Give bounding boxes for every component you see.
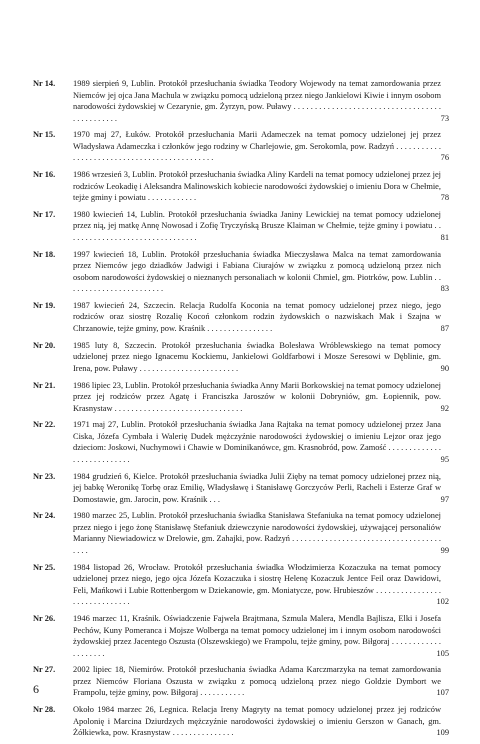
entry-description <box>73 471 449 506</box>
entry-number: Nr 19. <box>33 300 56 310</box>
entry-page: 83 <box>440 284 449 294</box>
entry-page: 95 <box>440 454 449 464</box>
entry-text: 1986 wrzesień 3, Lublin. Protokół przesłuchania świadka Aliny Kardeli na temat pomocy udzielonej przez jej rodziców Leokadię i Aleksandra Malinowskich kobiecie narodowości żydowskiej o imieniu Dora w Chełmie, tejże gminy i powiatu . . . . . . . . . . . . <box>73 170 441 203</box>
toc-entry <box>33 129 449 164</box>
toc-entry <box>33 300 449 335</box>
entry-page: 99 <box>440 545 449 555</box>
entry-text: Około 1984 marzec 26, Legnica. Relacja Ireny Magryty na temat pomocy udzielonej przez jej rodziców Apolonię i Marcina Dziurdzych mężczyźnie narodowości żydowskiej o imieniu Gerszon w Ganach, gm. Żółkiewka, pow. Krasnystaw . . . . . . . . . . . . . . . <box>73 705 441 738</box>
entry-number: Nr 15. <box>33 130 56 140</box>
entry-page: 107 <box>436 688 449 698</box>
entry-description <box>73 664 449 699</box>
entry-description <box>73 613 449 659</box>
toc-entry <box>33 419 449 465</box>
entry-text: 1971 maj 27, Lublin. Protokół przesłuchania świadka Jana Rajtaka na temat pomocy udzielonej przez Jana Ciska, Józefa Cymbała i Walerię Dudek mężczyźnie narodowości żydowskiej o imieniu Lejzor oraz jego dzieciom: Joskowi, Nuchymowi i Chawie w Dominikanówce, gm. Krasnobród, pow. Zamość . . . . . . . . . . . . . . . . . . . . . . . . . . . <box>73 420 441 464</box>
entry-text: 1986 lipiec 23, Lublin. Protokół przesłuchania świadka Anny Marii Borkowskiej na temat pomocy udzielonej przez jej rodziców przez Agatę i Franciszka Jaroszów w kolonii Dobryniów, gm. Łopiennik, pow. Krasnystaw . . . . . . . . . . . . . . . . . . . . . . . . . . . . . . . <box>73 380 441 413</box>
entry-number: Nr 24. <box>33 511 56 521</box>
entry-page: 105 <box>436 648 449 658</box>
entry-page: 109 <box>436 728 449 738</box>
entry-number: Nr 20. <box>33 340 56 350</box>
entry-description <box>73 380 449 415</box>
entry-text: 1997 kwiecień 18, Lublin. Protokół przesłuchania świadka Mieczysława Malca na temat zamordowania przez Niemców jego dziadków Jadwigi i Fabiana Ciurajów w związku z pomocą udzieloną przez nich osobom narodowości żydowskiej o nieznanych personaliach w kolonii Chmiel, gm. Piotrków, pow. Lublin . . . . . . . . . . . . . . . . . . . . . . . . <box>73 249 441 294</box>
entry-number: Nr 27. <box>33 665 56 675</box>
entry-page: 92 <box>440 403 449 413</box>
entry-description <box>73 562 449 608</box>
entry-text: 2002 lipiec 18, Niemirów. Protokół przesłuchania świadka Adama Karczmarzyka na temat zamordowania przez Niemców Floriana Oszusta w związku z pomocą udzieloną przez niego Goldzie Dymbort we Frampolu, tejże gminy, pow. Biłgoraj . . . . . . . . . . . <box>73 665 441 698</box>
entry-number: Nr 28. <box>33 705 56 715</box>
entry-description <box>73 340 449 375</box>
toc-entry <box>33 704 449 739</box>
entry-text: 1980 marzec 25, Lublin. Protokół przesłuchania świadka Stanisława Stefaniuka na temat pomocy udzielonej przez niego i jego żonę Stanisławę Stefaniuk dziewczynie narodowości żydowskiej, używającej personaliów Marianny Niewiadowicz w Drelowie, gm. Zahajki, pow. Radzyń . . . . . . . . . . . . . . . . . . . . . . . . . . . . . . . . . . . . . . . . <box>73 511 441 555</box>
toc-entry <box>33 380 449 415</box>
toc-entry <box>33 562 449 608</box>
entry-page: 102 <box>436 597 449 607</box>
entry-description <box>73 129 449 164</box>
entry-text: 1946 marzec 11, Kraśnik. Oświadczenie Fajwela Brajtmana, Szmula Malera, Mendla Bajlisza, Elki i Josefa Pechów, Kuny Pomeranca i Mojsze Wolberga na temat pomocy udzielonej im i innym osobom narodowości żydowskiej przez Jacentego Oszusta (Olszewskiego) we Frampolu, tejże gminy, pow. Biłgoraj . . . . . . . . . . . . . . . . . . . . <box>73 614 441 658</box>
entry-number: Nr 17. <box>33 209 56 219</box>
entry-text: 1984 listopad 26, Wrocław. Protokół przesłuchania świadka Włodzimierza Kozaczuka na temat pomocy udzielonej przez niego, jego ojca Józefa Kozaczuka i siostrę Helenę Kozaczuk Jentce Feil oraz Dawidowi, Feli, Mańkowi i Lubie Rottenbergom w Dziekanowie, gm. Moniatycze, pow. Hrubieszów . . . . . . . . . . . . . . . . . . . . . . . . . . . . . . <box>73 562 441 607</box>
entry-description <box>73 300 449 335</box>
entry-text: 1985 luty 8, Szczecin. Protokół przesłuchania świadka Bolesława Wróblewskiego na temat pomocy udzielonej przez niego Ignacemu Kockiemu, Jankielowi Goldfarbowi i Mosze Seresowi w Dęblinie, gm. Irena, pow. Puławy . . . . . . . . . . . . . . . . . . . . . . . . <box>73 340 441 373</box>
table-of-contents <box>33 78 449 744</box>
entry-number: Nr 14. <box>33 79 56 88</box>
toc-entry <box>33 613 449 659</box>
entry-description <box>73 510 449 556</box>
toc-entry <box>33 249 449 295</box>
entry-number: Nr 18. <box>33 249 56 259</box>
toc-entry <box>33 664 449 699</box>
entry-text: 1984 grudzień 6, Kielce. Protokół przesłuchania świadka Julii Zięby na temat pomocy udzielonej przez nią, jej babkę Weronikę Torbę oraz Emilię, Władysławę i Stanisławę Gorczyców Perli, Racheli i Esterze Graf w Domostawie, gm. Jarocin, pow. Kraśnik . . . <box>73 471 441 504</box>
toc-entry <box>33 78 449 124</box>
entry-description <box>73 419 449 465</box>
entry-page: 78 <box>440 193 449 203</box>
entry-description <box>73 209 449 244</box>
entry-page: 81 <box>440 232 449 242</box>
entry-page: 76 <box>440 153 449 163</box>
page-number: 6 <box>33 682 39 696</box>
toc-entry <box>33 510 449 556</box>
entry-text: 1970 maj 27, Łuków. Protokół przesłuchania Marii Adameczek na temat pomocy udzielonej jej przez Władysława Adameczka i członków jego rodziny w Charlejowie, gm. Serokomla, pow. Radzyń . . . . . . . . . . . . . . . . . . . . . . . . . . . . . . . . . . . . . . . . . . . . . <box>73 130 441 163</box>
toc-entry <box>33 209 449 244</box>
toc-entry <box>33 471 449 506</box>
entry-description <box>73 704 449 739</box>
entry-number: Nr 21. <box>33 380 56 390</box>
toc-entry <box>33 169 449 204</box>
toc-entry <box>33 340 449 375</box>
entry-description <box>73 249 449 295</box>
entry-text: 1980 kwiecień 14, Lublin. Protokół przesłuchania świadka Janiny Lewickiej na temat pomocy udzielonej przez nią, jej matkę Annę Nowosad i Zofię Tryczyńską Brusze Klaiman w Chełmie, tejże gminy i powiatu . . . . . . . . . . . . . . . . . . . . . . . . . . . . . . . . <box>73 209 441 242</box>
entry-number: Nr 26. <box>33 614 56 624</box>
entry-number: Nr 23. <box>33 471 56 481</box>
entry-number: Nr 16. <box>33 170 56 180</box>
entry-description <box>73 78 449 124</box>
entry-page: 90 <box>440 363 449 373</box>
entry-description <box>73 169 449 204</box>
entry-text: 1987 kwiecień 24, Szczecin. Relacja Rudolfa Koconia na temat pomocy udzielonej przez niego, jego rodziców oraz siostrę Rozalię Kocoń członkom rodzin żydowskich o nazwiskach Mak i Szajna w Chrzanowie, tejże gminy, pow. Kraśnik . . . . . . . . . . . . . . . . <box>73 300 441 333</box>
entry-page: 97 <box>440 494 449 504</box>
entry-number: Nr 22. <box>33 420 56 430</box>
entry-text: 1989 sierpień 9, Lublin. Protokół przesłuchania świadka Teodory Wojewody na temat zamordowania przez Niemców jej ojca Jana Machula w związku pomocą udzieloną przez niego Jankielowi Kiwie i innym osobom narodowości żydowskiej w Cezarynie, gm. Żyrzyn, pow. Puławy . . . . . . . . . . . . . . . . . . . . . . . . . . . . . . . . . . . . . . . . . . . . . . <box>73 79 441 123</box>
entry-page: 73 <box>440 113 449 123</box>
entry-page: 87 <box>440 323 449 333</box>
entry-number: Nr 25. <box>33 562 56 572</box>
